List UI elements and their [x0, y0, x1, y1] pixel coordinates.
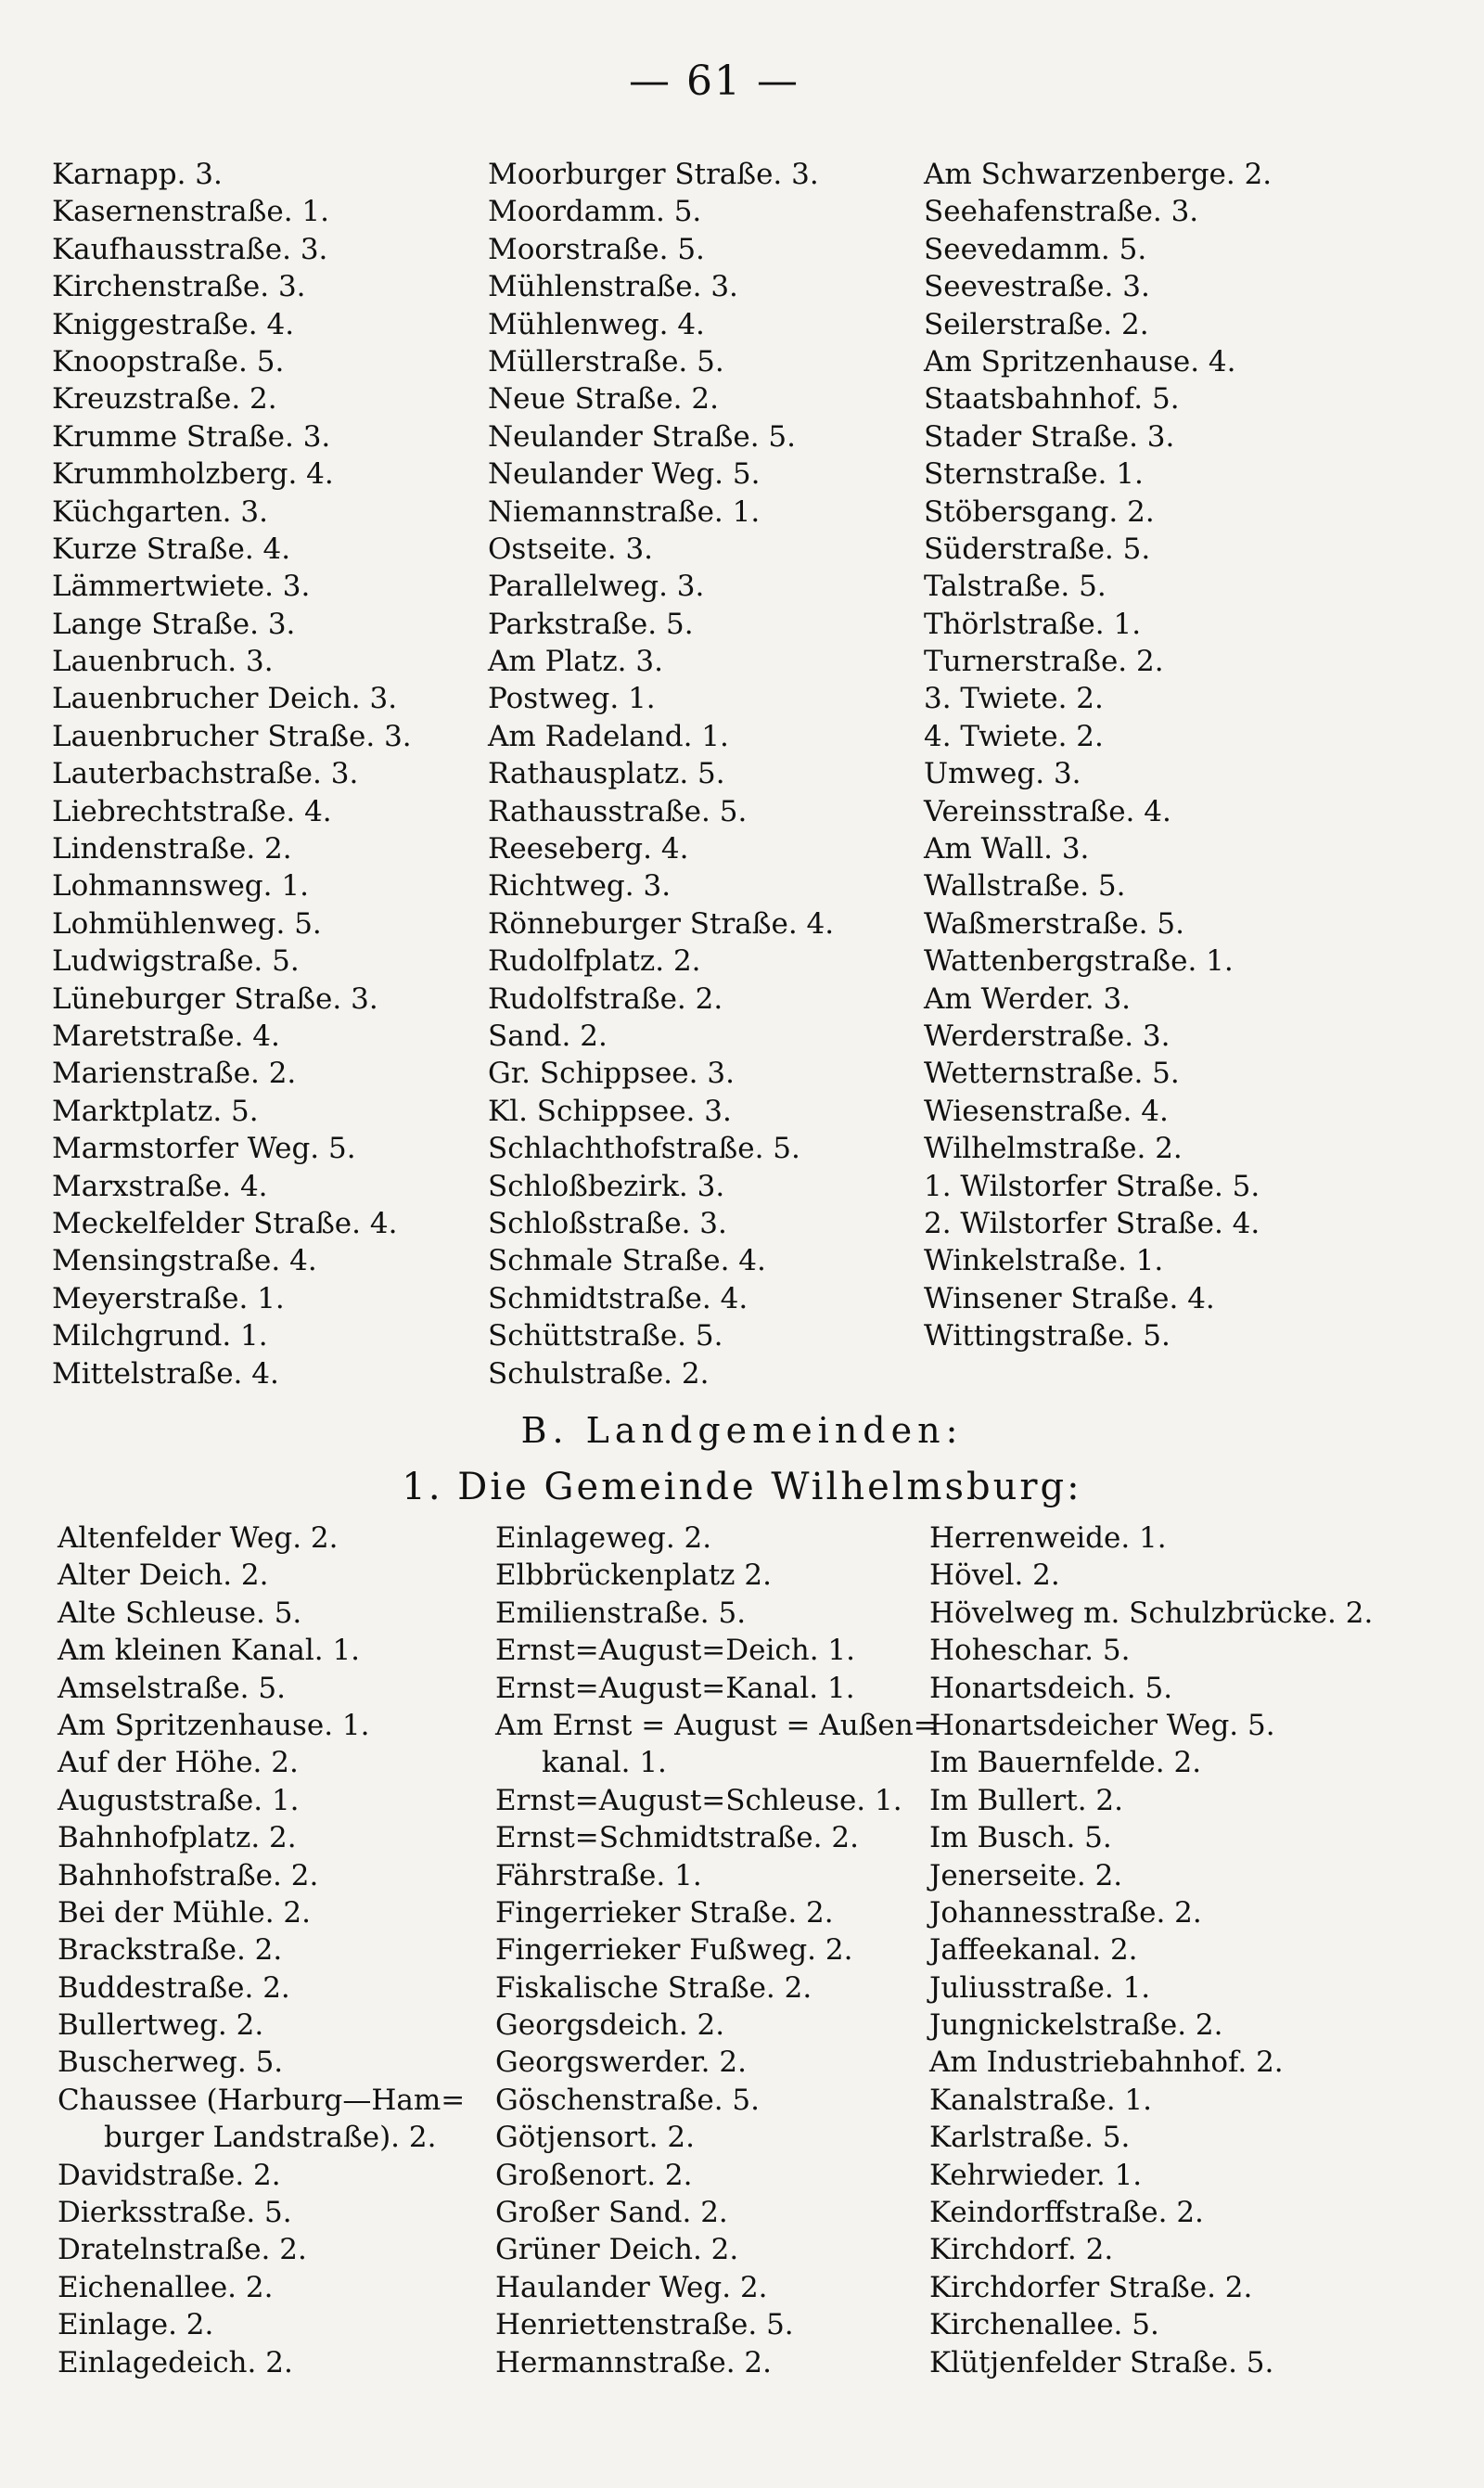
list-item: Johannesstraße. 2. — [929, 1895, 1202, 1930]
list-item: Großer Sand. 2. — [495, 2196, 728, 2230]
list-item: Rathausstraße. 5. — [488, 794, 748, 828]
list-item: Kreuzstraße. 2. — [52, 382, 277, 417]
list-item: Marktplatz. 5. — [52, 1094, 259, 1128]
list-item: Neulander Straße. 5. — [488, 419, 796, 454]
list-item: Jaffeekanal. 2. — [929, 1933, 1138, 1968]
list-item: Marmstorfer Weg. 5. — [52, 1132, 356, 1166]
list-item: Ostseite. 3. — [488, 532, 654, 566]
list-item: Kl. Schippsee. 3. — [488, 1094, 732, 1128]
list-item: kanal. 1. — [542, 1746, 667, 1780]
list-item: Jungnickelstraße. 2. — [929, 2008, 1223, 2043]
list-item: Auf der Höhe. 2. — [58, 1746, 299, 1780]
list-item: Am Industriebahnhof. 2. — [929, 2046, 1284, 2080]
list-item: Im Bullert. 2. — [929, 1783, 1123, 1817]
list-item: Mühlenstraße. 3. — [488, 270, 738, 304]
list-item: Thörlstraße. 1. — [924, 607, 1142, 641]
list-item: Davidstraße. 2. — [58, 2158, 281, 2192]
list-item: Hermannstraße. 2. — [495, 2345, 773, 2379]
list-item: Marxstraße. 4. — [52, 1169, 268, 1203]
list-item: Seehafenstraße. 3. — [924, 195, 1199, 229]
list-item: Einlage. 2. — [58, 2308, 214, 2342]
list-item: Vereinsstraße. 4. — [924, 794, 1171, 828]
list-item: Kasernenstraße. 1. — [52, 195, 329, 229]
list-item: Parallelweg. 3. — [488, 570, 705, 604]
list-item: Ernst=August=Kanal. 1. — [495, 1671, 855, 1705]
list-item: Am Platz. 3. — [488, 645, 663, 679]
list-item: Mittelstraße. 4. — [52, 1356, 279, 1391]
list-item: Lindenstraße. 2. — [52, 832, 292, 866]
list-item: Am Werder. 3. — [924, 981, 1132, 1016]
list-item: Rudolfplatz. 2. — [488, 944, 701, 979]
list-item: Sand. 2. — [488, 1019, 608, 1053]
list-item: Am Wall. 3. — [924, 832, 1090, 866]
list-item: Lauterbachstraße. 3. — [52, 757, 359, 791]
list-item: Seevedamm. 5. — [924, 232, 1147, 266]
list-item: Einlageweg. 2. — [495, 1521, 712, 1555]
column-3 — [929, 1520, 1449, 2381]
list-item: Maretstraße. 4. — [52, 1019, 280, 1053]
list-item: Dierksstraße. 5. — [58, 2196, 292, 2230]
list-item: Georgsdeich. 2. — [495, 2008, 725, 2043]
list-item: Am Ernst = August = Außen= — [495, 1708, 938, 1742]
list-item: Rudolfstraße. 2. — [488, 981, 723, 1016]
list-item: Juliusstraße. 1. — [929, 1970, 1151, 2005]
list-item: Milchgrund. 1. — [52, 1319, 268, 1353]
list-item: Rathausplatz. 5. — [488, 757, 725, 791]
list-item: Bahnhofplatz. 2. — [58, 1821, 297, 1855]
subsection-heading: 1. Die Gemeinde Wilhelmsburg: — [402, 1466, 1082, 1508]
list-item: Im Busch. 5. — [929, 1821, 1112, 1855]
list-item: Großenort. 2. — [495, 2158, 693, 2192]
list-item: Kirchdorf. 2. — [929, 2233, 1114, 2267]
list-item: Wetternstraße. 5. — [924, 1057, 1180, 1091]
list-item: Klütjenfelder Straße. 5. — [929, 2345, 1274, 2379]
list-item: Hövel. 2. — [929, 1558, 1060, 1593]
list-item: Schüttstraße. 5. — [488, 1319, 723, 1353]
list-item: Amselstraße. 5. — [58, 1671, 286, 1705]
list-item: Stöbersgang. 2. — [924, 494, 1155, 529]
list-item: Buddestraße. 2. — [58, 1970, 290, 2005]
list-item: Herrenweide. 1. — [929, 1521, 1167, 1555]
list-item: Fingerrieker Straße. 2. — [495, 1895, 834, 1930]
list-item: Meyerstraße. 1. — [52, 1281, 285, 1315]
column-1 — [52, 156, 488, 1392]
list-item: Winkelstraße. 1. — [924, 1244, 1164, 1278]
list-item: Grüner Deich. 2. — [495, 2233, 739, 2267]
list-item: Honartsdeicher Weg. 5. — [929, 1708, 1275, 1742]
list-item: Lämmertwiete. 3. — [52, 570, 311, 604]
list-item: Brackstraße. 2. — [58, 1933, 283, 1968]
list-item: Stader Straße. 3. — [924, 419, 1175, 454]
list-item: Göschenstraße. 5. — [495, 2083, 760, 2117]
list-item: Wattenbergstraße. 1. — [924, 944, 1234, 979]
list-item: Keindorffstraße. 2. — [929, 2196, 1204, 2230]
street-list-top — [52, 156, 1360, 1392]
list-item: Kehrwieder. 1. — [929, 2158, 1143, 2192]
list-item: Lauenbruch. 3. — [52, 645, 274, 679]
list-item: Kurze Straße. 4. — [52, 532, 291, 566]
list-item: Am Schwarzenberge. 2. — [924, 158, 1273, 191]
list-item: Fingerrieker Fußweg. 2. — [495, 1933, 853, 1968]
list-item: Am Radeland. 1. — [488, 719, 729, 753]
list-item: Chaussee (Harburg—Ham= — [58, 2083, 466, 2117]
page-number: — 61 — — [629, 58, 800, 105]
list-item: Rönneburger Straße. 4. — [488, 906, 835, 941]
list-item: Lohmühlenweg. 5. — [52, 906, 322, 941]
list-item: Emilienstraße. 5. — [495, 1596, 747, 1630]
column-2 — [495, 1520, 938, 2381]
list-item: Kaufhausstraße. 3. — [52, 232, 328, 266]
list-item: Henriettenstraße. 5. — [495, 2308, 794, 2342]
list-item: Alter Deich. 2. — [58, 1558, 269, 1593]
list-item: Fiskalische Straße. 2. — [495, 1970, 812, 2005]
list-item: Staatsbahnhof. 5. — [924, 382, 1180, 417]
list-item: Dratelnstraße. 2. — [58, 2233, 307, 2267]
list-item: Einlagedeich. 2. — [58, 2345, 293, 2379]
list-item: Wittingstraße. 5. — [924, 1319, 1171, 1353]
list-item: Kirchenallee. 5. — [929, 2308, 1159, 2342]
list-item: Werderstraße. 3. — [924, 1019, 1171, 1053]
list-item: Altenfelder Weg. 2. — [58, 1521, 339, 1555]
list-item: 2. Wilstorfer Straße. 4. — [924, 1206, 1260, 1240]
list-item: Seilerstraße. 2. — [924, 307, 1149, 341]
list-item: Am Spritzenhause. 1. — [58, 1708, 370, 1742]
list-item: Lauenbrucher Deich. 3. — [52, 682, 398, 716]
list-item: Götjensort. 2. — [495, 2121, 695, 2155]
list-item: Bei der Mühle. 2. — [58, 1895, 311, 1930]
list-item: Kniggestraße. 4. — [52, 307, 295, 341]
list-item: Gr. Schippsee. 3. — [488, 1057, 735, 1091]
list-item: Karnapp. 3. — [52, 158, 223, 191]
list-item: Lohmannsweg. 1. — [52, 869, 309, 904]
list-item: Schloßbezirk. 3. — [488, 1169, 725, 1203]
list-item: Im Bauernfelde. 2. — [929, 1746, 1202, 1780]
list-item: Hoheschar. 5. — [929, 1634, 1131, 1668]
list-item: Wiesenstraße. 4. — [924, 1094, 1169, 1128]
list-item: Neue Straße. 2. — [488, 382, 719, 417]
list-item: Am kleinen Kanal. 1. — [58, 1634, 361, 1668]
list-item: Wallstraße. 5. — [924, 869, 1126, 904]
list-item: Marienstraße. 2. — [52, 1057, 297, 1091]
list-item: Winsener Straße. 4. — [924, 1281, 1215, 1315]
list-item: Süderstraße. 5. — [924, 532, 1151, 566]
list-item: Umweg. 3. — [924, 757, 1081, 791]
list-item: Lange Straße. 3. — [52, 607, 296, 641]
list-item: Fährstraße. 1. — [495, 1858, 702, 1892]
list-item: Müllerstraße. 5. — [488, 344, 724, 378]
list-item: Meckelfelder Straße. 4. — [52, 1206, 398, 1240]
list-item: Schloßstraße. 3. — [488, 1206, 727, 1240]
list-item: Moorburger Straße. 3. — [488, 158, 819, 191]
list-item: Reeseberg. 4. — [488, 832, 689, 866]
list-item: Jenerseite. 2. — [929, 1858, 1123, 1892]
list-item: Moordamm. 5. — [488, 195, 702, 229]
list-item: Am Spritzenhause. 4. — [924, 344, 1236, 378]
list-item: Georgswerder. 2. — [495, 2046, 747, 2080]
column-3 — [924, 156, 1360, 1392]
list-item: 1. Wilstorfer Straße. 5. — [924, 1169, 1260, 1203]
list-item: Schmale Straße. 4. — [488, 1244, 766, 1278]
list-item: Buscherweg. 5. — [58, 2046, 284, 2080]
list-item: Schlachthofstraße. 5. — [488, 1132, 800, 1166]
section-heading: B. Landgemeinden: — [520, 1410, 964, 1451]
list-item: Lüneburger Straße. 3. — [52, 981, 378, 1016]
list-item: Liebrechtstraße. 4. — [52, 794, 332, 828]
list-item: Mensingstraße. 4. — [52, 1244, 317, 1278]
list-item: 3. Twiete. 2. — [924, 682, 1104, 716]
list-item: Moorstraße. 5. — [488, 232, 705, 266]
list-item: Ernst=Schmidtstraße. 2. — [495, 1821, 859, 1855]
list-item: Krummholzberg. 4. — [52, 457, 334, 492]
list-item: Kirchdorfer Straße. 2. — [929, 2270, 1253, 2304]
column-1 — [58, 1520, 495, 2381]
list-item: Sternstraße. 1. — [924, 457, 1144, 492]
list-item: Haulander Weg. 2. — [495, 2270, 768, 2304]
list-item: Karlstraße. 5. — [929, 2121, 1131, 2155]
list-item: Küchgarten. 3. — [52, 494, 268, 529]
list-item: Richtweg. 3. — [488, 869, 672, 904]
list-item: Schulstraße. 2. — [488, 1356, 710, 1391]
list-item: Elbbrückenplatz 2. — [495, 1558, 772, 1593]
list-item: Bullertweg. 2. — [58, 2008, 264, 2043]
list-item: Niemannstraße. 1. — [488, 494, 761, 529]
list-item: Kirchenstraße. 3. — [52, 270, 306, 304]
column-2 — [488, 156, 924, 1392]
list-item: Postweg. 1. — [488, 682, 656, 716]
list-item: Auguststraße. 1. — [58, 1783, 300, 1817]
list-item: Hövelweg m. Schulzbrücke. 2. — [929, 1596, 1374, 1630]
list-item: Ernst=August=Deich. 1. — [495, 1634, 855, 1668]
list-item: Alte Schleuse. 5. — [58, 1596, 302, 1630]
list-item: Krumme Straße. 3. — [52, 419, 331, 454]
list-item: Ernst=August=Schleuse. 1. — [495, 1783, 902, 1817]
street-list-bottom — [58, 1520, 1449, 2381]
list-item: Waßmerstraße. 5. — [924, 906, 1184, 941]
list-item: Lauenbrucher Straße. 3. — [52, 719, 412, 753]
list-item: Ludwigstraße. 5. — [52, 944, 300, 979]
list-item: Talstraße. 5. — [924, 570, 1107, 604]
list-item: Wilhelmstraße. 2. — [924, 1132, 1183, 1166]
list-item: Mühlenweg. 4. — [488, 307, 705, 341]
list-item: burger Landstraße). 2. — [104, 2121, 437, 2155]
list-item: Knoopstraße. 5. — [52, 344, 285, 378]
list-item: Bahnhofstraße. 2. — [58, 1858, 319, 1892]
list-item: Kanalstraße. 1. — [929, 2083, 1153, 2117]
list-item: 4. Twiete. 2. — [924, 719, 1104, 753]
list-item: Neulander Weg. 5. — [488, 457, 761, 492]
list-item: Parkstraße. 5. — [488, 607, 694, 641]
list-item: Honartsdeich. 5. — [929, 1671, 1173, 1705]
list-item: Seevestraße. 3. — [924, 270, 1150, 304]
list-item: Schmidtstraße. 4. — [488, 1281, 748, 1315]
list-item: Eichenallee. 2. — [58, 2270, 274, 2304]
list-item: Turnerstraße. 2. — [924, 645, 1164, 679]
